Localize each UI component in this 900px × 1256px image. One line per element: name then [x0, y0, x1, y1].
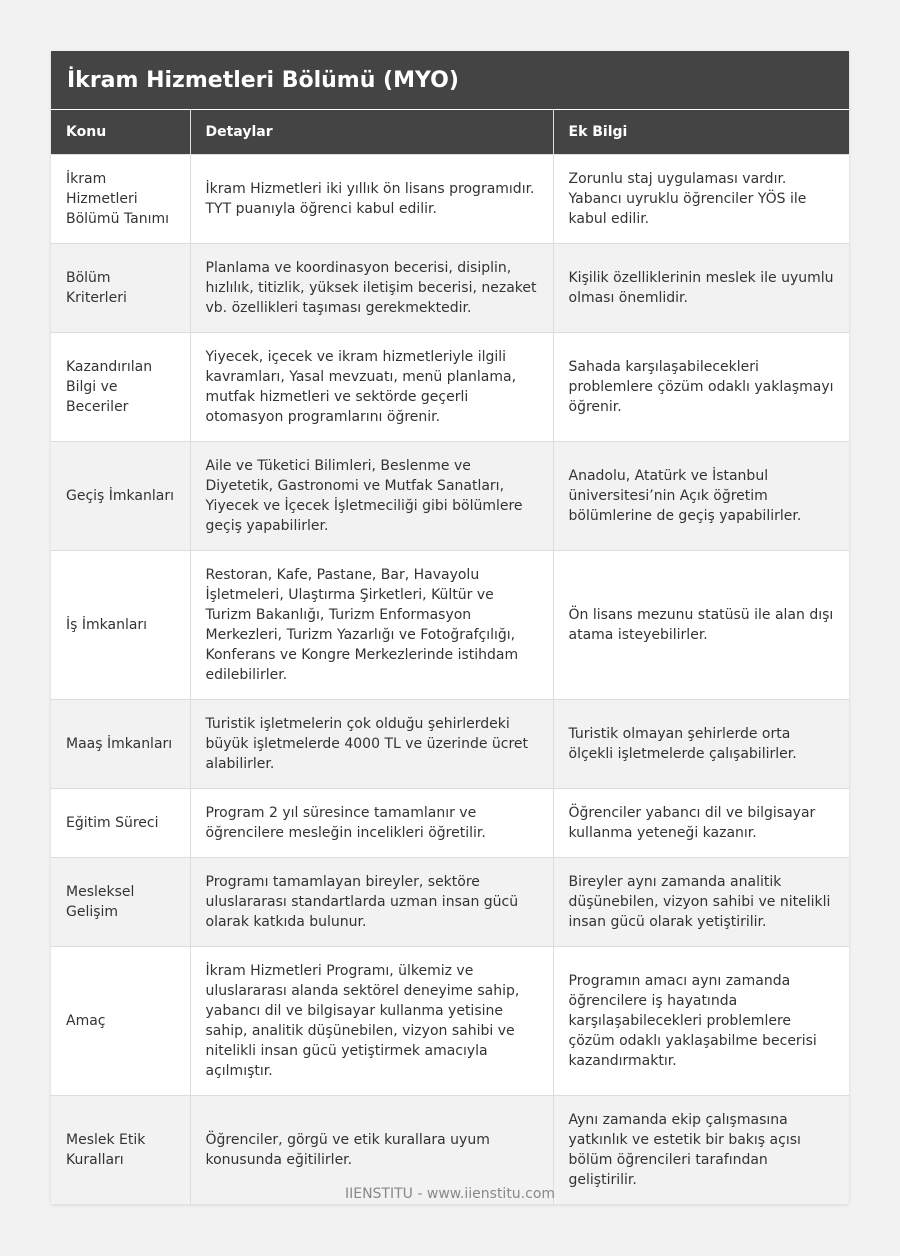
column-header-detaylar: Detaylar [190, 110, 553, 155]
cell-ek-bilgi: Anadolu, Atatürk ve İstanbul üniversitesi’nin Açık öğretim bölümlerine de geçiş yapabilirler. [553, 442, 849, 551]
cell-detaylar: Program 2 yıl süresince tamamlanır ve öğrencilere mesleğin incelikleri öğretilir. [190, 789, 553, 858]
header-row [51, 110, 849, 155]
table-row [51, 700, 849, 789]
cell-detaylar: Planlama ve koordinasyon becerisi, disiplin, hızlılık, titizlik, yüksek iletişim becerisi, nezaket vb. özellikleri taşıması gerekmektedir. [190, 244, 553, 333]
cell-detaylar: Turistik işletmelerin çok olduğu şehirlerdeki büyük işletmelerde 4000 TL ve üzerinde ücret alabilirler. [190, 700, 553, 789]
cell-detaylar: Aile ve Tüketici Bilimleri, Beslenme ve Diyetetik, Gastronomi ve Mutfak Sanatları, Yiyecek ve İçecek İşletmeciliği gibi bölümlere geçiş yapabilirler. [190, 442, 553, 551]
cell-detaylar: İkram Hizmetleri Programı, ülkemiz ve uluslararası alanda sektörel deneyime sahip, yabancı dil ve bilgisayar kullanma yetisine sahip, analitik düşünebilen, vizyon sahibi ve nitelikli insan gücü yetiştirmek amacıyla açılmıştır. [190, 947, 553, 1096]
cell-ek-bilgi: Kişilik özelliklerinin meslek ile uyumlu olması önemlidir. [553, 244, 849, 333]
table-row [51, 858, 849, 947]
table-row [51, 442, 849, 551]
footer-credit: IIENSTITU - www.iienstitu.com [344, 1186, 556, 1202]
cell-ek-bilgi: Sahada karşılaşabilecekleri problemlere çözüm odaklı yaklaşmayı öğrenir. [553, 333, 849, 442]
info-table [51, 110, 849, 1204]
cell-ek-bilgi: Programın amacı aynı zamanda öğrencilere iş hayatında karşılaşabilecekleri problemlere çözüm odaklı yaklaşabilme becerisi kazandırmaktır. [553, 947, 849, 1096]
cell-konu: Mesleksel Gelişim [51, 858, 190, 947]
cell-ek-bilgi: Ön lisans mezunu statüsü ile alan dışı atama isteyebilirler. [553, 551, 849, 700]
cell-konu: İş İmkanları [51, 551, 190, 700]
column-header-konu: Konu [51, 110, 190, 155]
cell-detaylar: Restoran, Kafe, Pastane, Bar, Havayolu İşletmeleri, Ulaştırma Şirketleri, Kültür ve Turizm Bakanlığı, Turizm Enformasyon Merkezleri, Turizm Yazarlığı ve Fotoğrafçılığı, Konferans ve Kongre Merkezlerinde istihdam edilebilirler. [190, 551, 553, 700]
cell-konu: Amaç [51, 947, 190, 1096]
cell-konu: Eğitim Süreci [51, 789, 190, 858]
table-row [51, 551, 849, 700]
cell-ek-bilgi: Turistik olmayan şehirlerde orta ölçekli işletmelerde çalışabilirler. [553, 700, 849, 789]
cell-konu: Meslek Etik Kuralları [51, 1096, 190, 1205]
table-row [51, 244, 849, 333]
table-header [51, 110, 849, 155]
cell-ek-bilgi: Zorunlu staj uygulaması vardır. Yabancı uyruklu öğrenciler YÖS ile kabul edilir. [553, 155, 849, 244]
info-card [51, 51, 849, 1204]
cell-detaylar: Programı tamamlayan bireyler, sektöre uluslararası standartlarda uzman insan gücü olarak katkıda bulunur. [190, 858, 553, 947]
cell-ek-bilgi: Bireyler aynı zamanda analitik düşünebilen, vizyon sahibi ve nitelikli insan gücü olarak yetiştirilir. [553, 858, 849, 947]
cell-konu: Maaş İmkanları [51, 700, 190, 789]
cell-detaylar: Öğrenciler, görgü ve etik kurallara uyum konusunda eğitilirler. [190, 1096, 553, 1205]
cell-konu: Bölüm Kriterleri [51, 244, 190, 333]
page-title: İkram Hizmetleri Bölümü (MYO) [51, 51, 849, 110]
table-row [51, 947, 849, 1096]
cell-konu: İkram Hizmetleri Bölümü Tanımı [51, 155, 190, 244]
cell-detaylar: Yiyecek, içecek ve ikram hizmetleriyle ilgili kavramları, Yasal mevzuatı, menü planlama, mutfak hizmetleri ve sektörde geçerli otomasyon programlarını öğrenir. [190, 333, 553, 442]
cell-konu: Geçiş İmkanları [51, 442, 190, 551]
table-row [51, 333, 849, 442]
cell-ek-bilgi: Aynı zamanda ekip çalışmasına yatkınlık ve estetik bir bakış açısı bölüm öğrencileri tarafından geliştirilir. [553, 1096, 849, 1205]
table-body [51, 155, 849, 1205]
cell-ek-bilgi: Öğrenciler yabancı dil ve bilgisayar kullanma yeteneği kazanır. [553, 789, 849, 858]
table-row [51, 789, 849, 858]
column-header-ek-bilgi: Ek Bilgi [553, 110, 849, 155]
cell-konu: Kazandırılan Bilgi ve Beceriler [51, 333, 190, 442]
cell-detaylar: İkram Hizmetleri iki yıllık ön lisans programıdır. TYT puanıyla öğrenci kabul edilir. [190, 155, 553, 244]
table-row [51, 155, 849, 244]
